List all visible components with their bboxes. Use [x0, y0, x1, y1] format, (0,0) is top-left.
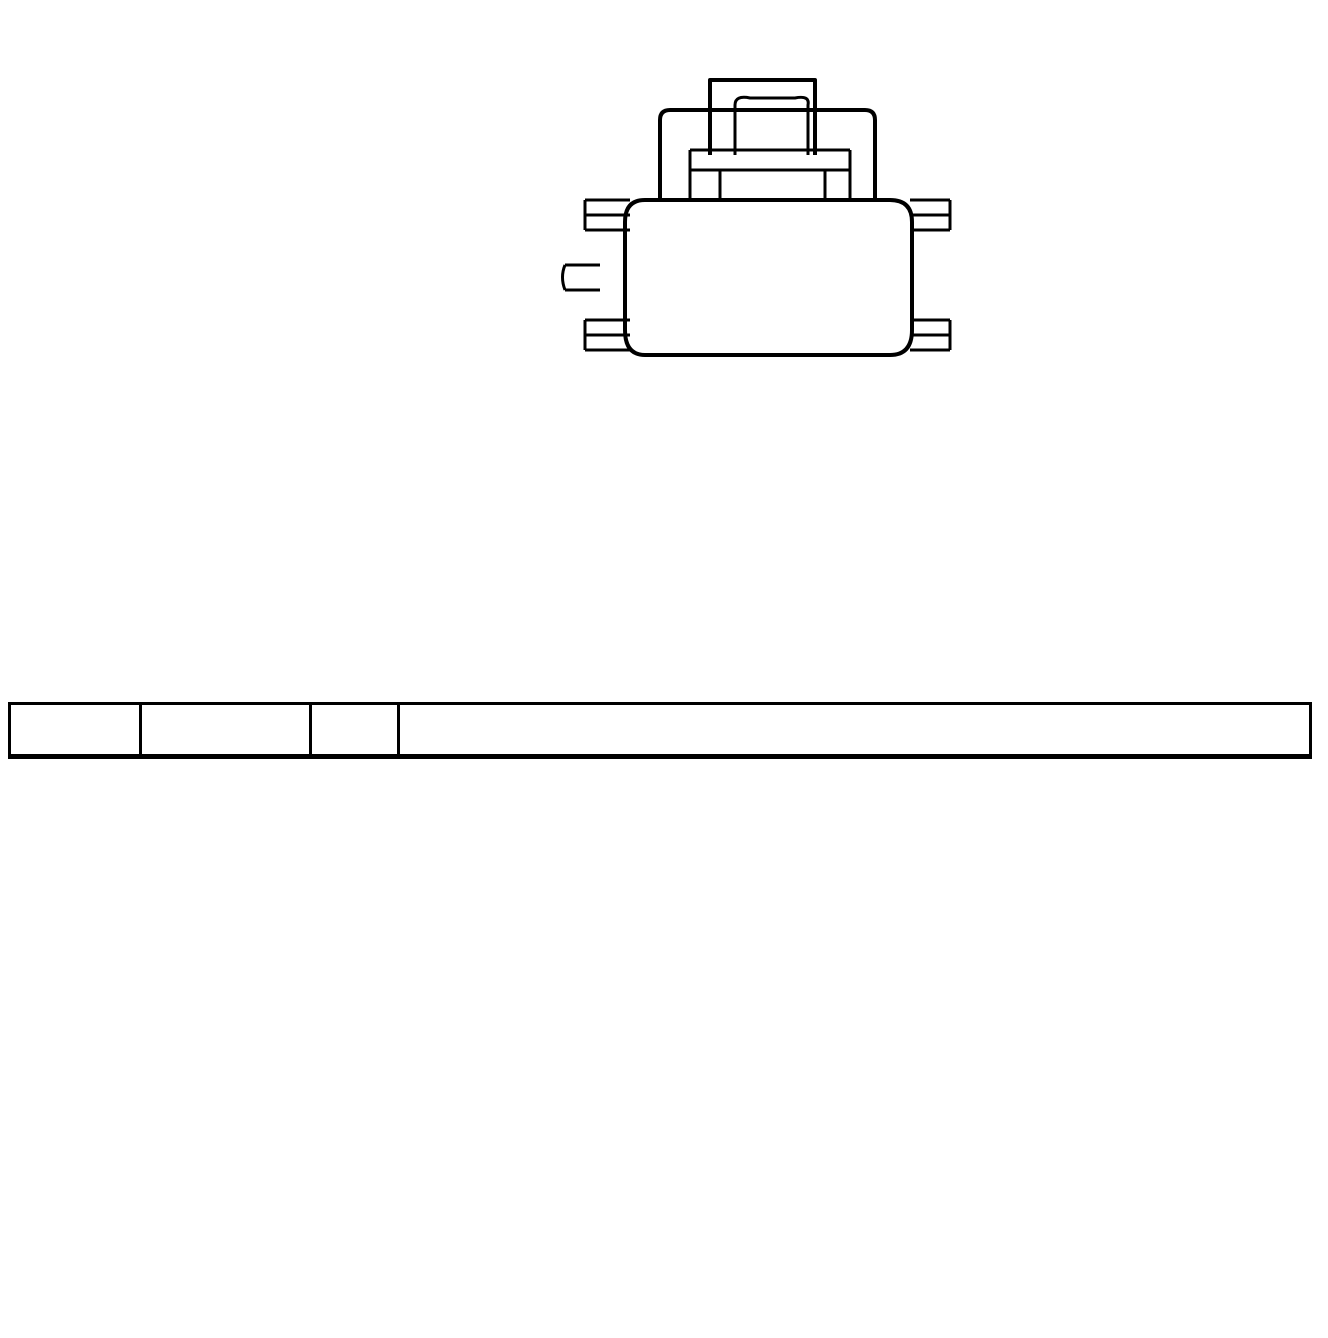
header-ckt	[311, 704, 399, 757]
header-cavity	[10, 704, 141, 757]
header-wire-color	[141, 704, 311, 757]
header-description	[399, 704, 1311, 757]
table-header-row	[10, 704, 1311, 757]
connector-body	[625, 200, 912, 355]
latch-tab	[710, 80, 815, 155]
connector-diagram	[540, 60, 980, 370]
latch-housing-outline	[660, 110, 875, 200]
pinout-table	[8, 702, 1312, 759]
